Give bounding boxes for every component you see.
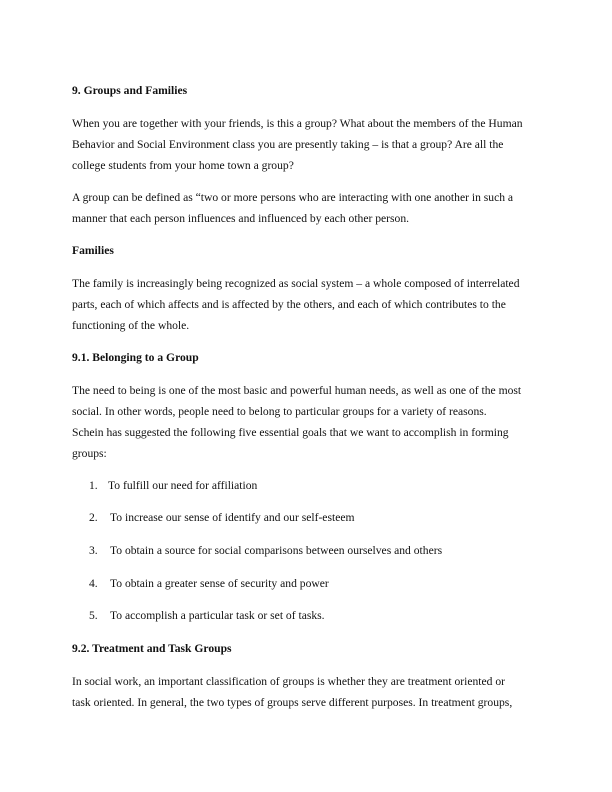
paragraph-line: When you are together with your friends, is this a group? What about the members of the Human bbox=[72, 117, 523, 130]
list-item-text: To accomplish a particular task or set of tasks. bbox=[110, 609, 325, 622]
list-item-text: To obtain a source for social comparisons between ourselves and others bbox=[110, 544, 443, 557]
section-heading: 9.2. Treatment and Task Groups bbox=[72, 642, 232, 655]
paragraph-line: The need to being is one of the most basic and powerful human needs, as well as one of the most bbox=[72, 384, 522, 397]
list-item-number: 5. bbox=[89, 609, 98, 622]
list-item-text: To fulfill our need for affiliation bbox=[108, 479, 258, 492]
paragraph-line: Schein has suggested the following five essential goals that we want to accomplish in forming bbox=[72, 426, 509, 439]
paragraph-line: In social work, an important classification of groups is whether they are treatment oriented or bbox=[72, 675, 506, 688]
paragraph-line: Behavior and Social Environment class you are presently taking – is that a group? Are all the bbox=[72, 138, 504, 151]
list-item-text: To increase our sense of identify and our self-esteem bbox=[110, 511, 355, 524]
paragraph-line: manner that each person influences and influenced by each other person. bbox=[72, 212, 410, 225]
list-item-number: 4. bbox=[89, 577, 98, 590]
paragraph-line: college students from your home town a group? bbox=[72, 159, 294, 172]
paragraph-line: A group can be defined as “two or more persons who are interacting with one another in such a bbox=[72, 191, 514, 204]
paragraph-line: task oriented. In general, the two types of groups serve different purposes. In treatment groups, bbox=[72, 696, 513, 709]
section-heading: 9. Groups and Families bbox=[72, 84, 188, 97]
paragraph-line: social. In other words, people need to belong to particular groups for a variety of reasons. bbox=[72, 405, 487, 418]
paragraph-line: groups: bbox=[72, 447, 107, 460]
paragraph-line: functioning of the whole. bbox=[72, 319, 190, 332]
paragraph-line: parts, each of which affects and is affected by the others, and each of which contributes to the bbox=[72, 298, 506, 311]
section-heading: 9.1. Belonging to a Group bbox=[72, 351, 199, 364]
paragraph-line: The family is increasingly being recognized as social system – a whole composed of interrelated bbox=[72, 277, 520, 290]
section-heading: Families bbox=[72, 244, 114, 257]
list-item-number: 1. bbox=[89, 479, 98, 492]
list-item-number: 3. bbox=[89, 544, 98, 557]
list-item-text: To obtain a greater sense of security and power bbox=[110, 577, 329, 590]
list-item-number: 2. bbox=[89, 511, 98, 524]
